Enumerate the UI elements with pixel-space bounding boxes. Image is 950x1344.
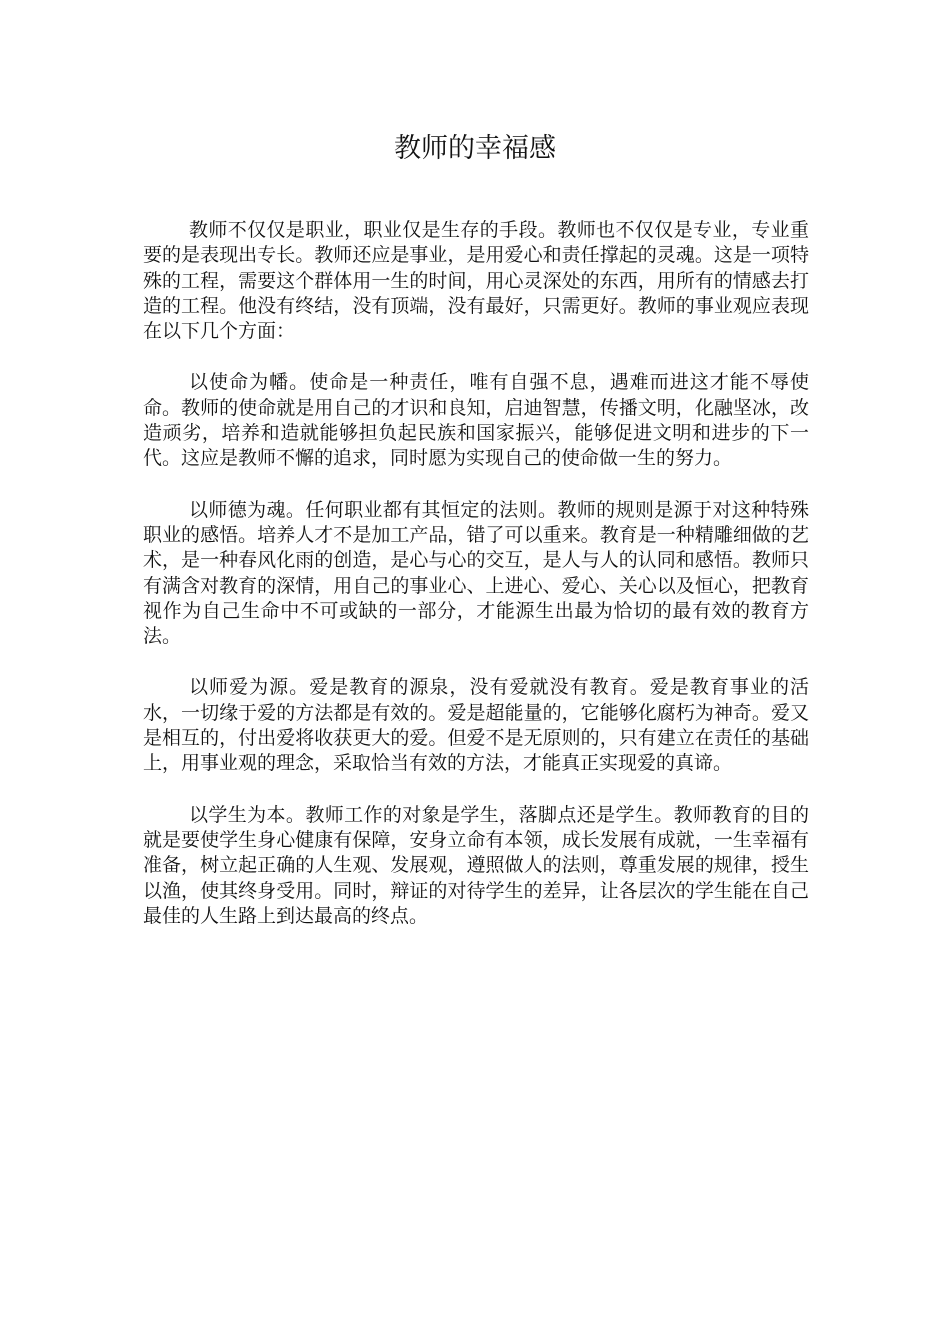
paragraph-love: 以师爱为源。爱是教育的源泉，没有爱就没有教育。爱是教育事业的活水，一切缘于爱的方法都是有效的。爱是超能量的，它能够化腐朽为神奇。爱又是相互的，付出爱将收获更大的爱。但爱不是无原则的，只有建立在责任的基础上，用事业观的理念，采取恰当有效的方法，才能真正实现爱的真谛。: [143, 676, 809, 775]
paragraph-ethics: 以师德为魂。任何职业都有其恒定的法则。教师的规则是源于对这种特殊职业的感悟。培养人才不是加工产品，错了可以重来。教育是一种精雕细做的艺术，是一种春风化雨的创造，是心与心的交互，是人与人的认同和感悟。教师只有满含对教育的深情，用自己的事业心、上进心、爱心、关心以及恒心，把教育视作为自己生命中不可或缺的一部分，才能源生出最为恰切的最有效的教育方法。: [143, 498, 809, 648]
document-title: 教师的幸福感: [394, 133, 556, 164]
document-body: [143, 218, 809, 955]
paragraph-intro: 教师不仅仅是职业，职业仅是生存的手段。教师也不仅仅是专业，专业重要的是表现出专长。教师还应是事业，是用爱心和责任撑起的灵魂。这是一项特殊的工程，需要这个群体用一生的时间，用心灵深处的东西，用所有的情感去打造的工程。他没有终结，没有顶端，没有最好，只需更好。教师的事业观应表现在以下几个方面：: [143, 219, 809, 343]
paragraph-mission: 以使命为幡。使命是一种责任，唯有自强不息，遇难而进这才能不辱使命。教师的使命就是用自己的才识和良知，启迪智慧，传播文明，化融坚冰，改造顽劣，培养和造就能够担负起民族和国家振兴，能够促进文明和进步的下一代。这应是教师不懈的追求，同时愿为实现自己的使命做一生的努力。: [143, 371, 809, 470]
paragraph-students: 以学生为本。教师工作的对象是学生，落脚点还是学生。教师教育的目的就是要使学生身心健康有保障，安身立命有本领，成长发展有成就，一生幸福有准备，树立起正确的人生观、发展观，遵照做人的法则，尊重发展的规律，授生以渔，使其终身受用。同时，辩证的对待学生的差异，让各层次的学生能在自己最佳的人生路上到达最高的终点。: [143, 803, 809, 927]
